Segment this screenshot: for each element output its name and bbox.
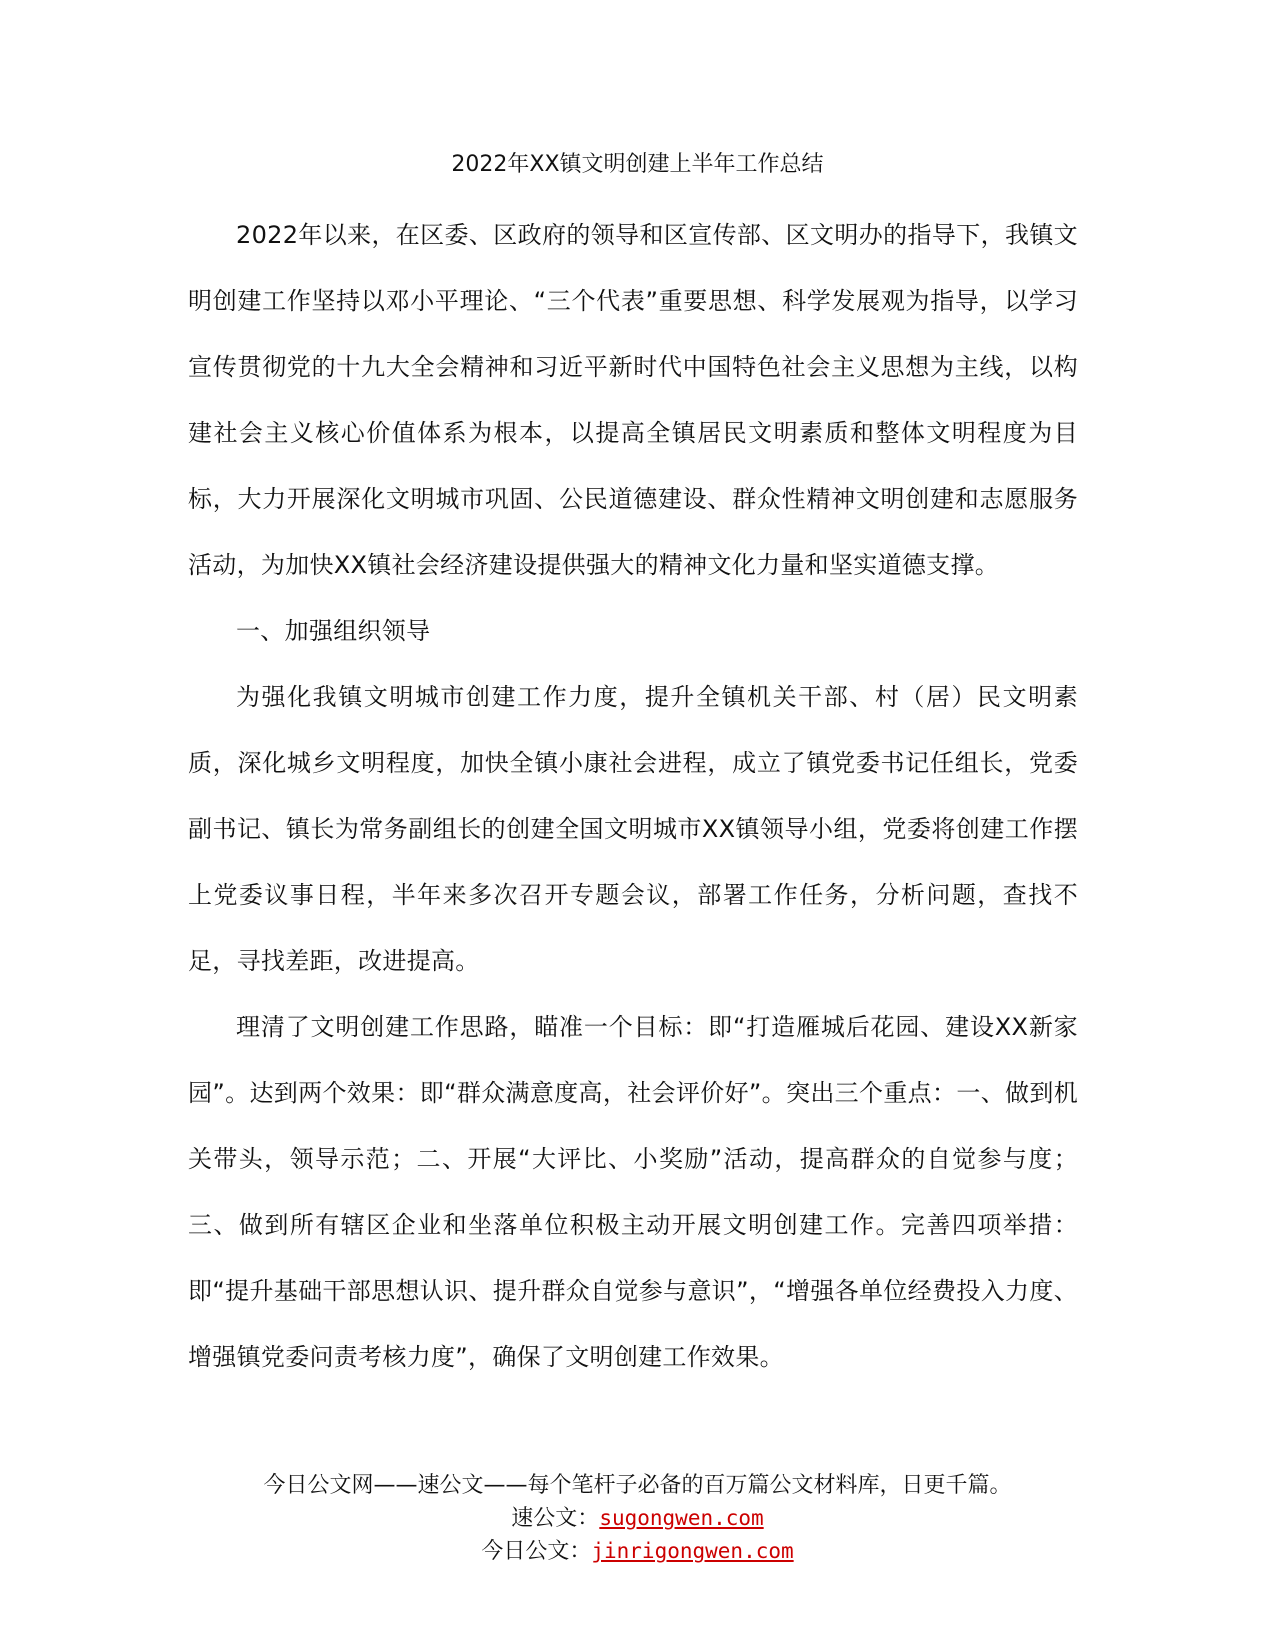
- document-title: 2022年XX镇文明创建上半年工作总结: [451, 152, 824, 177]
- footer-line-jinrigongwen: [0, 1535, 1275, 1568]
- footer-slogan: 今日公文网——速公文——每个笔杆子必备的百万篇公文材料库，日更千篇。: [263, 1473, 1012, 1498]
- footer-label-sugongwen: 速公文：: [511, 1506, 600, 1531]
- footer-line-sugongwen: [0, 1502, 1275, 1535]
- paragraph-intro: 2022年以来，在区委、区政府的领导和区宣传部、区文明办的指导下，我镇文明创建工作坚持以邓小平理论、“三个代表”重要思想、科学发展观为指导，以学习宣传贯彻党的十九大全会精神和习近平新时代中国特色社会主义思想为主线，以构建社会主义核心价值体系为根本，以提高全镇居民文明素质和整体文明程度为目标，大力开展深化文明城市巩固、公民道德建设、群众性精神文明创建和志愿服务活动，为加快XX镇社会经济建设提供强大的精神文化力量和坚实道德支撑。: [188, 221, 1078, 579]
- document-body: [188, 202, 1078, 1390]
- paragraph-organization: 为强化我镇文明城市创建工作力度，提升全镇机关干部、村（居）民文明素质，深化城乡文明程度，加快全镇小康社会进程，成立了镇党委书记任组长，党委副书记、镇长为常务副组长的创建全国文明城市XX镇领导小组，党委将创建工作摆上党委议事日程，半年来多次召开专题会议，部署工作任务，分析问题，查找不足，寻找差距，改进提高。: [188, 683, 1078, 975]
- footer-label-jinrigongwen: 今日公文：: [481, 1539, 592, 1564]
- jinrigongwen-link[interactable]: jinrigongwen.com: [591, 1539, 794, 1563]
- footer: [0, 1470, 1275, 1568]
- sugongwen-link[interactable]: sugongwen.com: [599, 1506, 764, 1530]
- paragraph-approach: 理清了文明创建工作思路，瞄准一个目标：即“打造雁城后花园、建设XX新家园”。达到两个效果：即“群众满意度高，社会评价好”。突出三个重点：一、做到机关带头，领导示范；二、开展“大评比、小奖励”活动，提高群众的自觉参与度；三、做到所有辖区企业和坐落单位积极主动开展文明创建工作。完善四项举措：即“提升基础干部思想认识、提升群众自觉参与意识”，“增强各单位经费投入力度、增强镇党委问责考核力度”，确保了文明创建工作效果。: [188, 1013, 1078, 1371]
- section-heading-1: 一、加强组织领导: [236, 617, 431, 645]
